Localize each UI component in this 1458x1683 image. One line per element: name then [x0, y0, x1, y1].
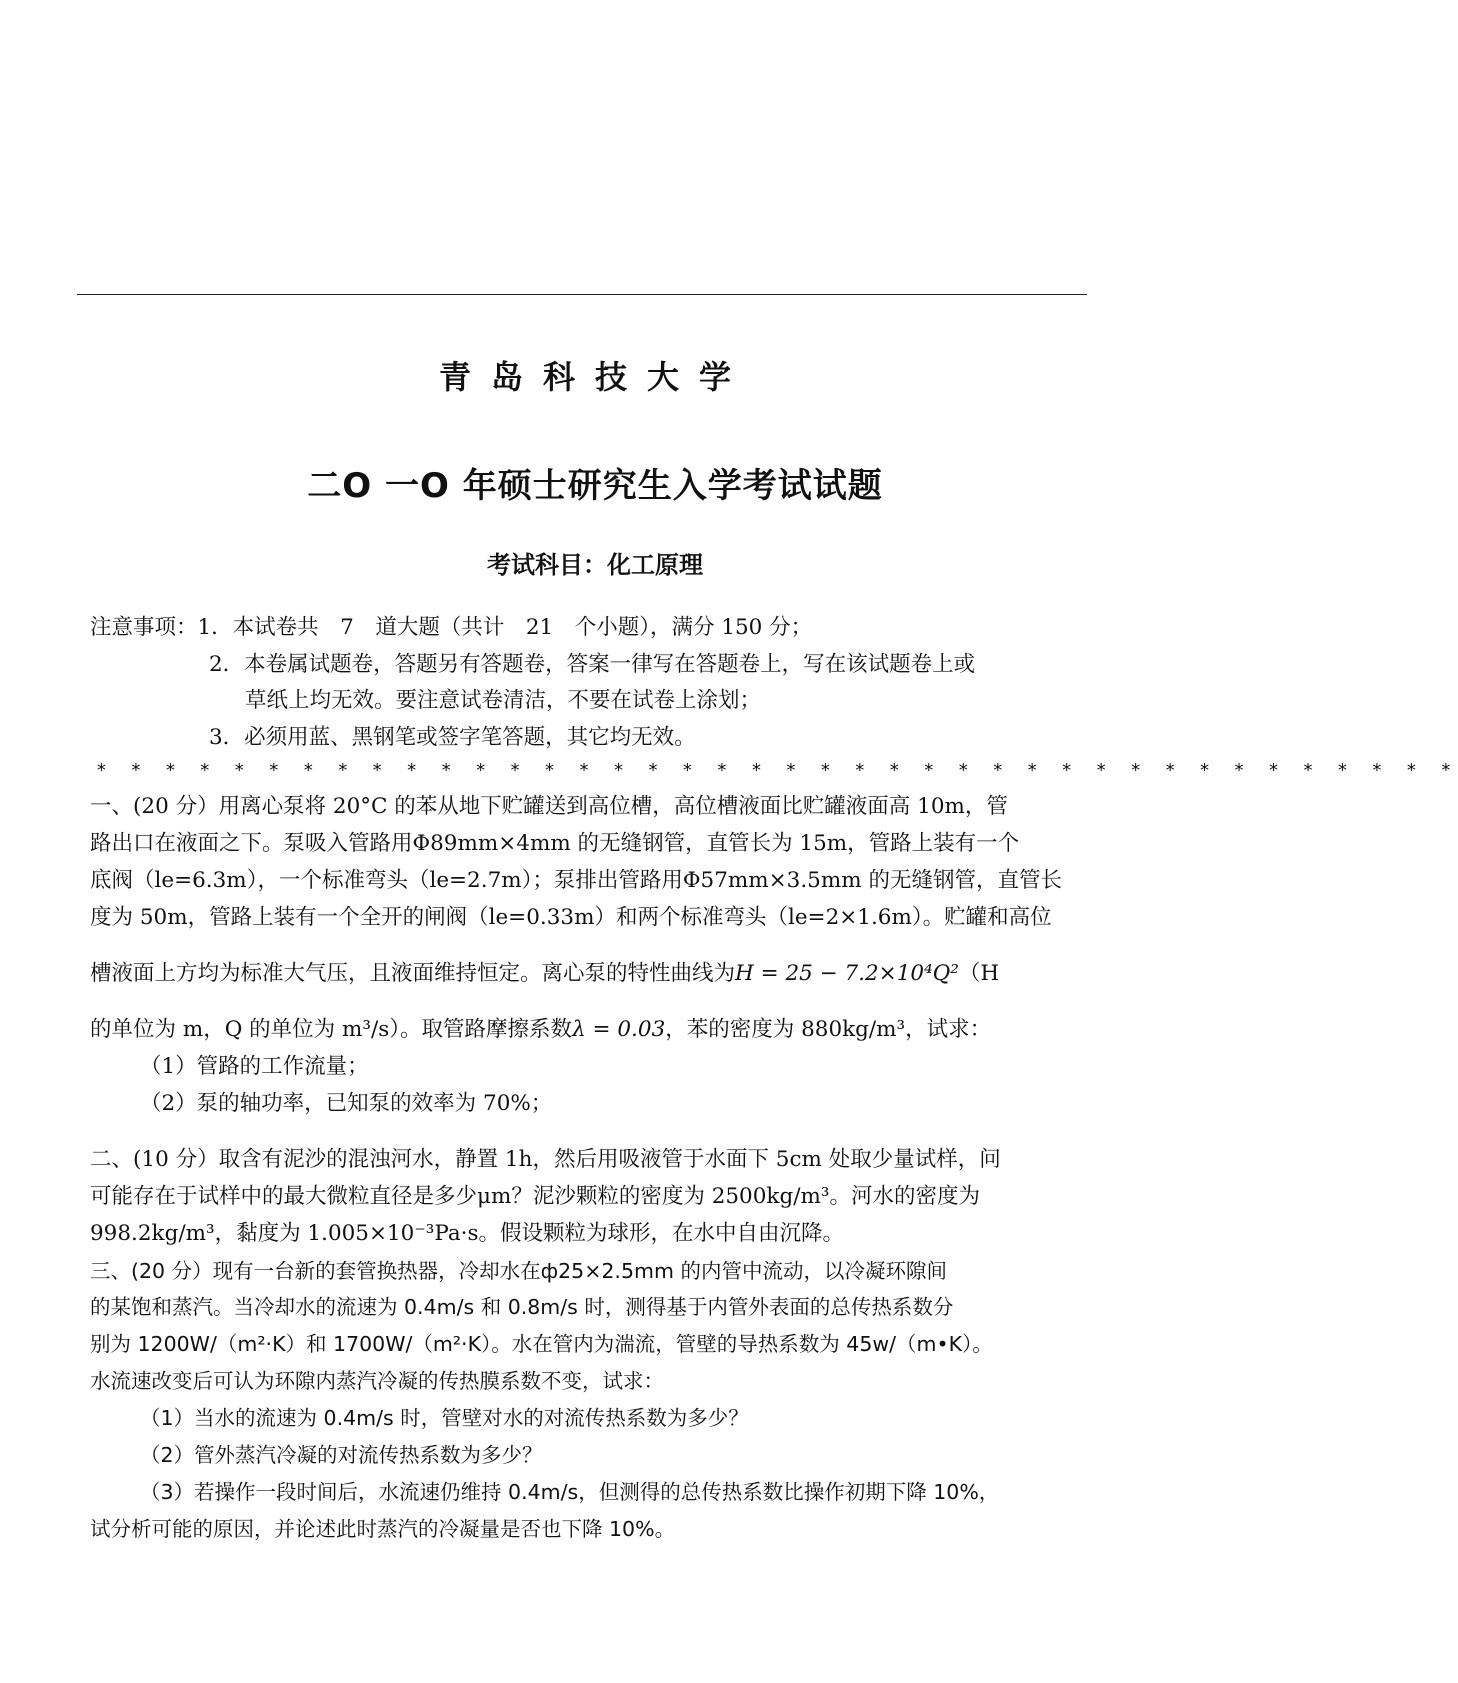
notice-line-3: 草纸上均无效。要注意试卷清洁，不要在试卷上涂划；	[245, 688, 762, 713]
q1-line-1: 一、(20 分）用离心泵将 20°C 的苯从地下贮罐送到高位槽，高位槽液面比贮罐液面高 10m，管	[90, 794, 1008, 819]
q1-line-6-tail: ，苯的密度为 880kg/m³，试求：	[665, 1017, 992, 1042]
q2-line-2: 可能存在于试样中的最大微粒直径是多少μm？泥沙颗粒的密度为 2500kg/m³。河水的密度为	[90, 1184, 980, 1209]
notice-line-4: 3．必须用蓝、黑钢笔或签字笔答题，其它均无效。	[209, 725, 696, 750]
q3-sub-2: （2）管外蒸汽冷凝的对流传热系数为多少？	[140, 1443, 543, 1467]
q2-line-1: 二、(10 分）取含有泥沙的混浊河水，静置 1h，然后用吸液管于水面下 5cm 处取少量试样，问	[90, 1147, 1001, 1172]
notice-line-2: 2．本卷属试题卷，答题另有答题卷，答案一律写在答题卷上，写在该试题卷上或	[209, 652, 976, 677]
q1-line-3: 底阀（le=6.3m），一个标准弯头（le=2.7m）；泵排出管路用Φ57mm×3.5mm 的无缝钢管，直管长	[90, 868, 1062, 893]
q1-line-5	[90, 959, 1080, 989]
q2-line-3: 998.2kg/m³，黏度为 1.005×10⁻³Pa·s。假设颗粒为球形，在水中自由沉降。	[90, 1221, 845, 1246]
pump-curve-formula: H = 25 − 7.2×10⁴Q²	[735, 961, 959, 986]
university-name: 青岛科技大学	[438, 358, 751, 396]
q3-line-3: 别为 1200W/（m²·K）和 1700W/（m²·K）。水在管内为湍流，管壁的导热系数为 45w/（m•K）。	[90, 1332, 993, 1356]
q3-sub-3: （3）若操作一段时间后，水流速仍维持 0.4m/s，但测得的总传热系数比操作初期下降 10%，	[140, 1480, 1000, 1504]
q3-line-1: 三、(20 分）现有一台新的套管换热器，冷却水在ф25×2.5mm 的内管中流动，以冷凝环隙间	[90, 1259, 947, 1283]
q3-line-4: 水流速改变后可认为环隙内蒸汽冷凝的传热膜系数不变，试求：	[90, 1369, 664, 1393]
q1-line-5-tail: （H	[958, 961, 1000, 986]
q3-sub-4: 试分析可能的原因，并论述此时蒸汽的冷凝量是否也下降 10%。	[90, 1517, 676, 1541]
q1-sub-1: （1）管路的工作流量；	[140, 1054, 369, 1079]
notice-line-1: 注意事项：1．本试卷共 7 道大题（共计 21 个小题），满分 150 分；	[90, 615, 813, 640]
q1-line-6-text: 的单位为 m，Q 的单位为 m³/s）。取管路摩擦系数	[90, 1017, 573, 1042]
q3-line-2: 的某饱和蒸汽。当冷却水的流速为 0.4m/s 和 0.8m/s 时，测得基于内管外表面的总传热系数分	[90, 1295, 954, 1319]
exam-subject: 考试科目：化工原理	[487, 551, 703, 579]
q3-sub-1: （1）当水的流速为 0.4m/s 时，管壁对水的对流传热系数为多少？	[140, 1406, 749, 1430]
separator-stars: * * * * * * * * * * * * * * * * * * * * * * * * * * * * * * * * * * * * * * * *	[96, 760, 1458, 781]
q1-line-6	[90, 1015, 1080, 1045]
q1-sub-2: （2）泵的轴功率，已知泵的效率为 70%；	[140, 1091, 553, 1116]
exam-title: 二O 一O 年硕士研究生入学考试试题	[307, 466, 883, 506]
q1-line-4: 度为 50m，管路上装有一个全开的闸阀（le=0.33m）和两个标准弯头（le=2×1.6m）。贮罐和高位	[90, 905, 1052, 930]
header-rule	[77, 294, 1087, 295]
q1-line-5-text: 槽液面上方均为标准大气压，且液面维持恒定。离心泵的特性曲线为	[90, 961, 736, 986]
q1-line-2: 路出口在液面之下。泵吸入管路用Φ89mm×4mm 的无缝钢管，直管长为 15m，管路上装有一个	[90, 831, 1020, 856]
friction-factor-formula: λ = 0.03	[572, 1017, 666, 1042]
